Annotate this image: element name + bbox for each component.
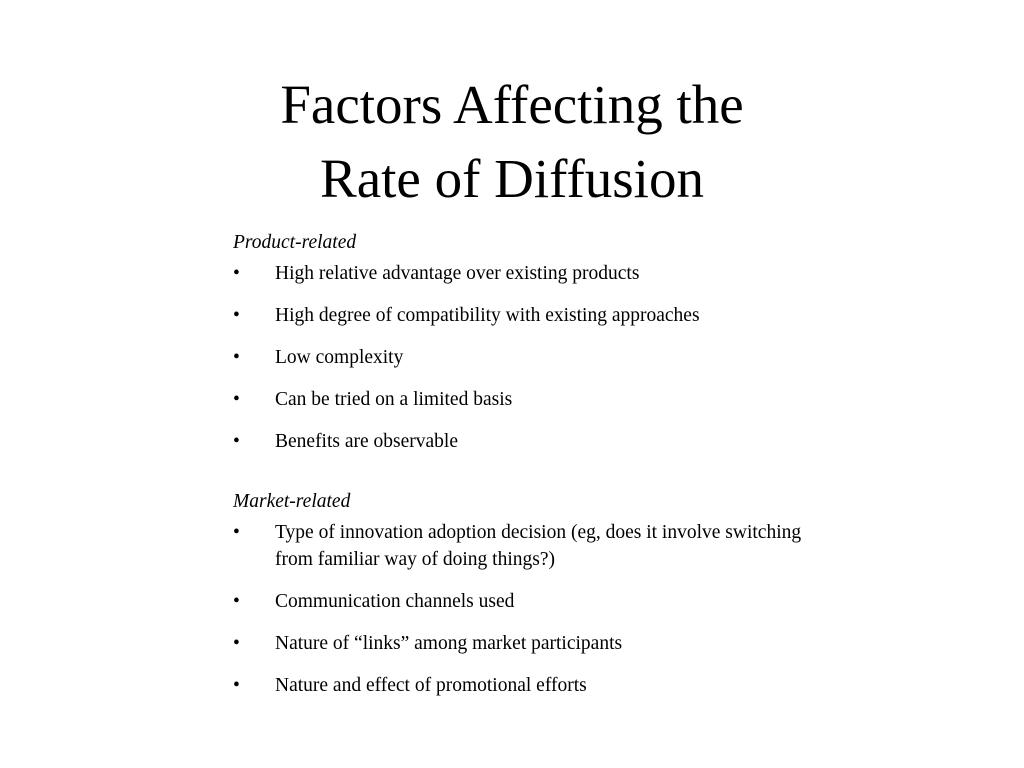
- list-item-text: High degree of compatibility with existing approaches: [275, 305, 700, 326]
- bullet-icon: •: [233, 389, 240, 410]
- list-item-text: Can be tried on a limited basis: [275, 389, 513, 410]
- list-item: [233, 519, 833, 573]
- list-item: [233, 630, 833, 657]
- bullet-icon: •: [233, 263, 240, 284]
- list-item-text: High relative advantage over existing products: [275, 263, 640, 284]
- list-item: [233, 344, 833, 371]
- list-item-text: Benefits are observable: [275, 431, 459, 452]
- bullet-icon: •: [233, 591, 240, 612]
- list-item-text: Communication channels used: [275, 591, 515, 612]
- list-item-text: Nature and effect of promotional efforts: [275, 675, 587, 696]
- section-heading: Product-related: [233, 232, 357, 253]
- list-item: [233, 386, 833, 413]
- slide-body: [233, 229, 833, 714]
- slide-title-line-1: Factors Affecting the: [280, 74, 744, 135]
- list-item: [233, 428, 833, 455]
- slide-title: [0, 68, 1024, 216]
- bullet-list: [233, 519, 833, 699]
- bullet-list: [233, 260, 833, 455]
- bullet-icon: •: [233, 305, 240, 326]
- list-item: [233, 260, 833, 287]
- bullet-icon: •: [233, 347, 240, 368]
- list-item: [233, 588, 833, 615]
- section-heading: Market-related: [233, 491, 351, 512]
- list-item-text: Type of innovation adoption decision (eg, does it involve switching from familiar way of doing things?): [275, 522, 802, 570]
- section-spacer: [233, 470, 833, 488]
- bullet-icon: •: [233, 522, 240, 543]
- section-product-related: [233, 229, 833, 455]
- list-item-text: Nature of “links” among market participants: [275, 633, 623, 654]
- bullet-icon: •: [233, 633, 240, 654]
- bullet-icon: •: [233, 431, 240, 452]
- slide-title-line-2: Rate of Diffusion: [320, 148, 704, 209]
- list-item: [233, 302, 833, 329]
- bullet-icon: •: [233, 675, 240, 696]
- section-market-related: [233, 488, 833, 699]
- list-item: [233, 672, 833, 699]
- list-item-text: Low complexity: [275, 347, 404, 368]
